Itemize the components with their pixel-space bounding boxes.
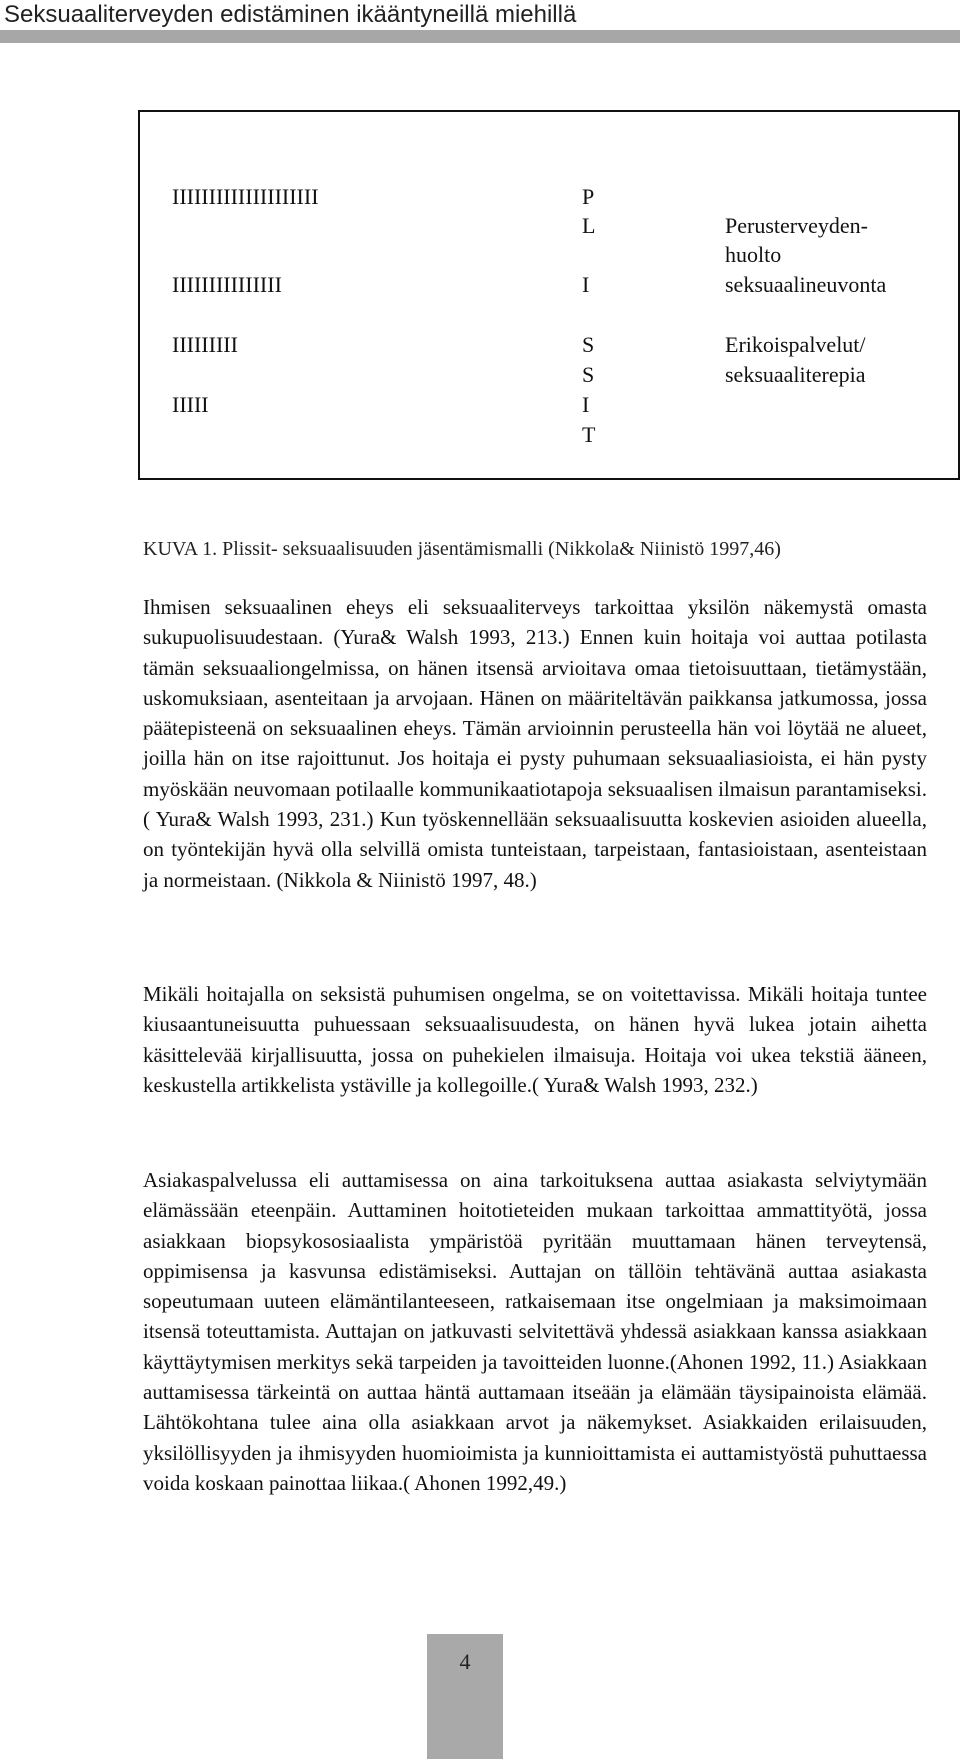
service-primary-care-2: huolto	[725, 242, 782, 267]
running-header-title: Seksuaaliterveyden edistäminen ikääntyneillä miehillä	[4, 1, 577, 28]
body-paragraph-1	[143, 592, 927, 895]
service-primary-care-1: Perusterveyden-	[725, 213, 868, 238]
figure-bar-4: IIIII	[172, 392, 209, 417]
figure-bar-3: IIIIIIIII	[172, 332, 238, 357]
header-rule	[0, 30, 960, 43]
page-number-box	[427, 1634, 503, 1759]
figure-bar-1: IIIIIIIIIIIIIIIIIIII	[172, 184, 319, 209]
body-paragraph-3	[143, 1165, 927, 1498]
plissit-letter-i: I	[582, 272, 590, 297]
paragraph-text-3: Asiakaspalvelussa eli auttamisessa on aina tarkoituksena auttaa asiakasta selviytymään elämässään eteenpäin. Auttaminen hoitotieteiden mukaan tarkoittaa ammattityötä, jossa asiakkaan biopsykososiaalista ympäristöä pyritään muuttamaan hänen terveytensä, oppimisensa ja kasvunsa edistämiseksi. Auttajan on tällöin tehtävänä auttaa asiakasta sopeutumaan uuteen elämäntilanteeseen, ratkaisemaan itse ongelmiaan ja maksimoimaan itsensä toteuttamista. Auttajan on jatkuvasti selvitettävä yhdessä asiakkaan kanssa asiakkaan käyttäytymisen merkitys sekä tarpeiden ja tavoitteiden luonne.(Ahonen 1992, 11.) Asiakkaan auttamisessa tärkeintä on auttaa häntä auttamaan itseään ja elämään täysipainoista elämää. Lähtökohtana tulee aina olla asiakkaan arvot ja näkemykset. Asiakkaiden erilaisuuden, yksilöllisyyden ja ihmisyyden huomioimista ja kunnioittamista ei auttamistyöstä puhuttaessa voida koskaan painottaa liikaa.( Ahonen 1992,49.)	[143, 1168, 927, 1495]
service-therapy: seksuaaliterepia	[725, 362, 866, 387]
plissit-letter-l: L	[582, 213, 596, 238]
plissit-letter-s2: S	[582, 362, 595, 387]
plissit-letter-s1: S	[582, 332, 595, 357]
service-counseling: seksuaalineuvonta	[725, 272, 887, 297]
figure-bar-2: IIIIIIIIIIIIIII	[172, 272, 282, 297]
paragraph-text-2: Mikäli hoitajalla on seksistä puhumisen ongelma, se on voitettavissa. Mikäli hoitaja tuntee kiusaantuneisuutta puhuessaan seksuaalisuudesta, on hänen hyvä lukea jotain aihetta käsittelevää kirjallisuutta, jossa on puhekielen ilmaisuja. Hoitaja voi ukea tekstiä ääneen, keskustella artikkelista ystäville ja kollegoille.( Yura& Walsh 1993, 232.)	[143, 982, 927, 1097]
page-number: 4	[459, 1649, 471, 1674]
service-specialist: Erikoispalvelut/	[725, 332, 866, 357]
figure-caption: KUVA 1. Plissit- seksuaalisuuden jäsentämismalli (Nikkola& Niinistö 1997,46)	[143, 538, 781, 560]
paragraph-text-1: Ihmisen seksuaalinen eheys eli seksuaaliterveys tarkoittaa yksilön näkemystä omasta sukupuolisuudestaan. (Yura& Walsh 1993, 213.) Ennen kuin hoitaja voi auttaa potilasta tämän seksuaaliongelmissa, on hänen itsensä arvioitava omaa tietoisuuttaan, tietämystään, uskomuksiaan, asenteitaan ja arvojaan. Hänen on määriteltävän paikkansa jatkumossa, jossa päätepisteenä on seksuaalinen eheys. Tämän arvioinnin perusteella hän voi löytää ne alueet, joilla hän on itse rajoittunut. Jos hoitaja ei pysty puhumaan seksuaaliasioista, ei hän pysty myöskään neuvomaan potilaalle kommunikaatiotapoja seksuaalisen ilmaisun parantamiseksi.( Yura& Walsh 1993, 231.) Kun työskennellään seksuaalisuutta koskevien asioiden alueella, on työntekijän hyvä olla selvillä omista tunteistaan, tarpeistaan, fantasioistaan, asenteistaan ja normeistaan. (Nikkola & Niinistö 1997, 48.)	[143, 595, 927, 892]
plissit-letter-t: T	[582, 422, 596, 447]
plissit-figure	[138, 110, 960, 480]
body-paragraph-2	[143, 979, 927, 1100]
plissit-letter-i2: I	[582, 392, 590, 417]
plissit-letter-p: P	[582, 184, 595, 209]
